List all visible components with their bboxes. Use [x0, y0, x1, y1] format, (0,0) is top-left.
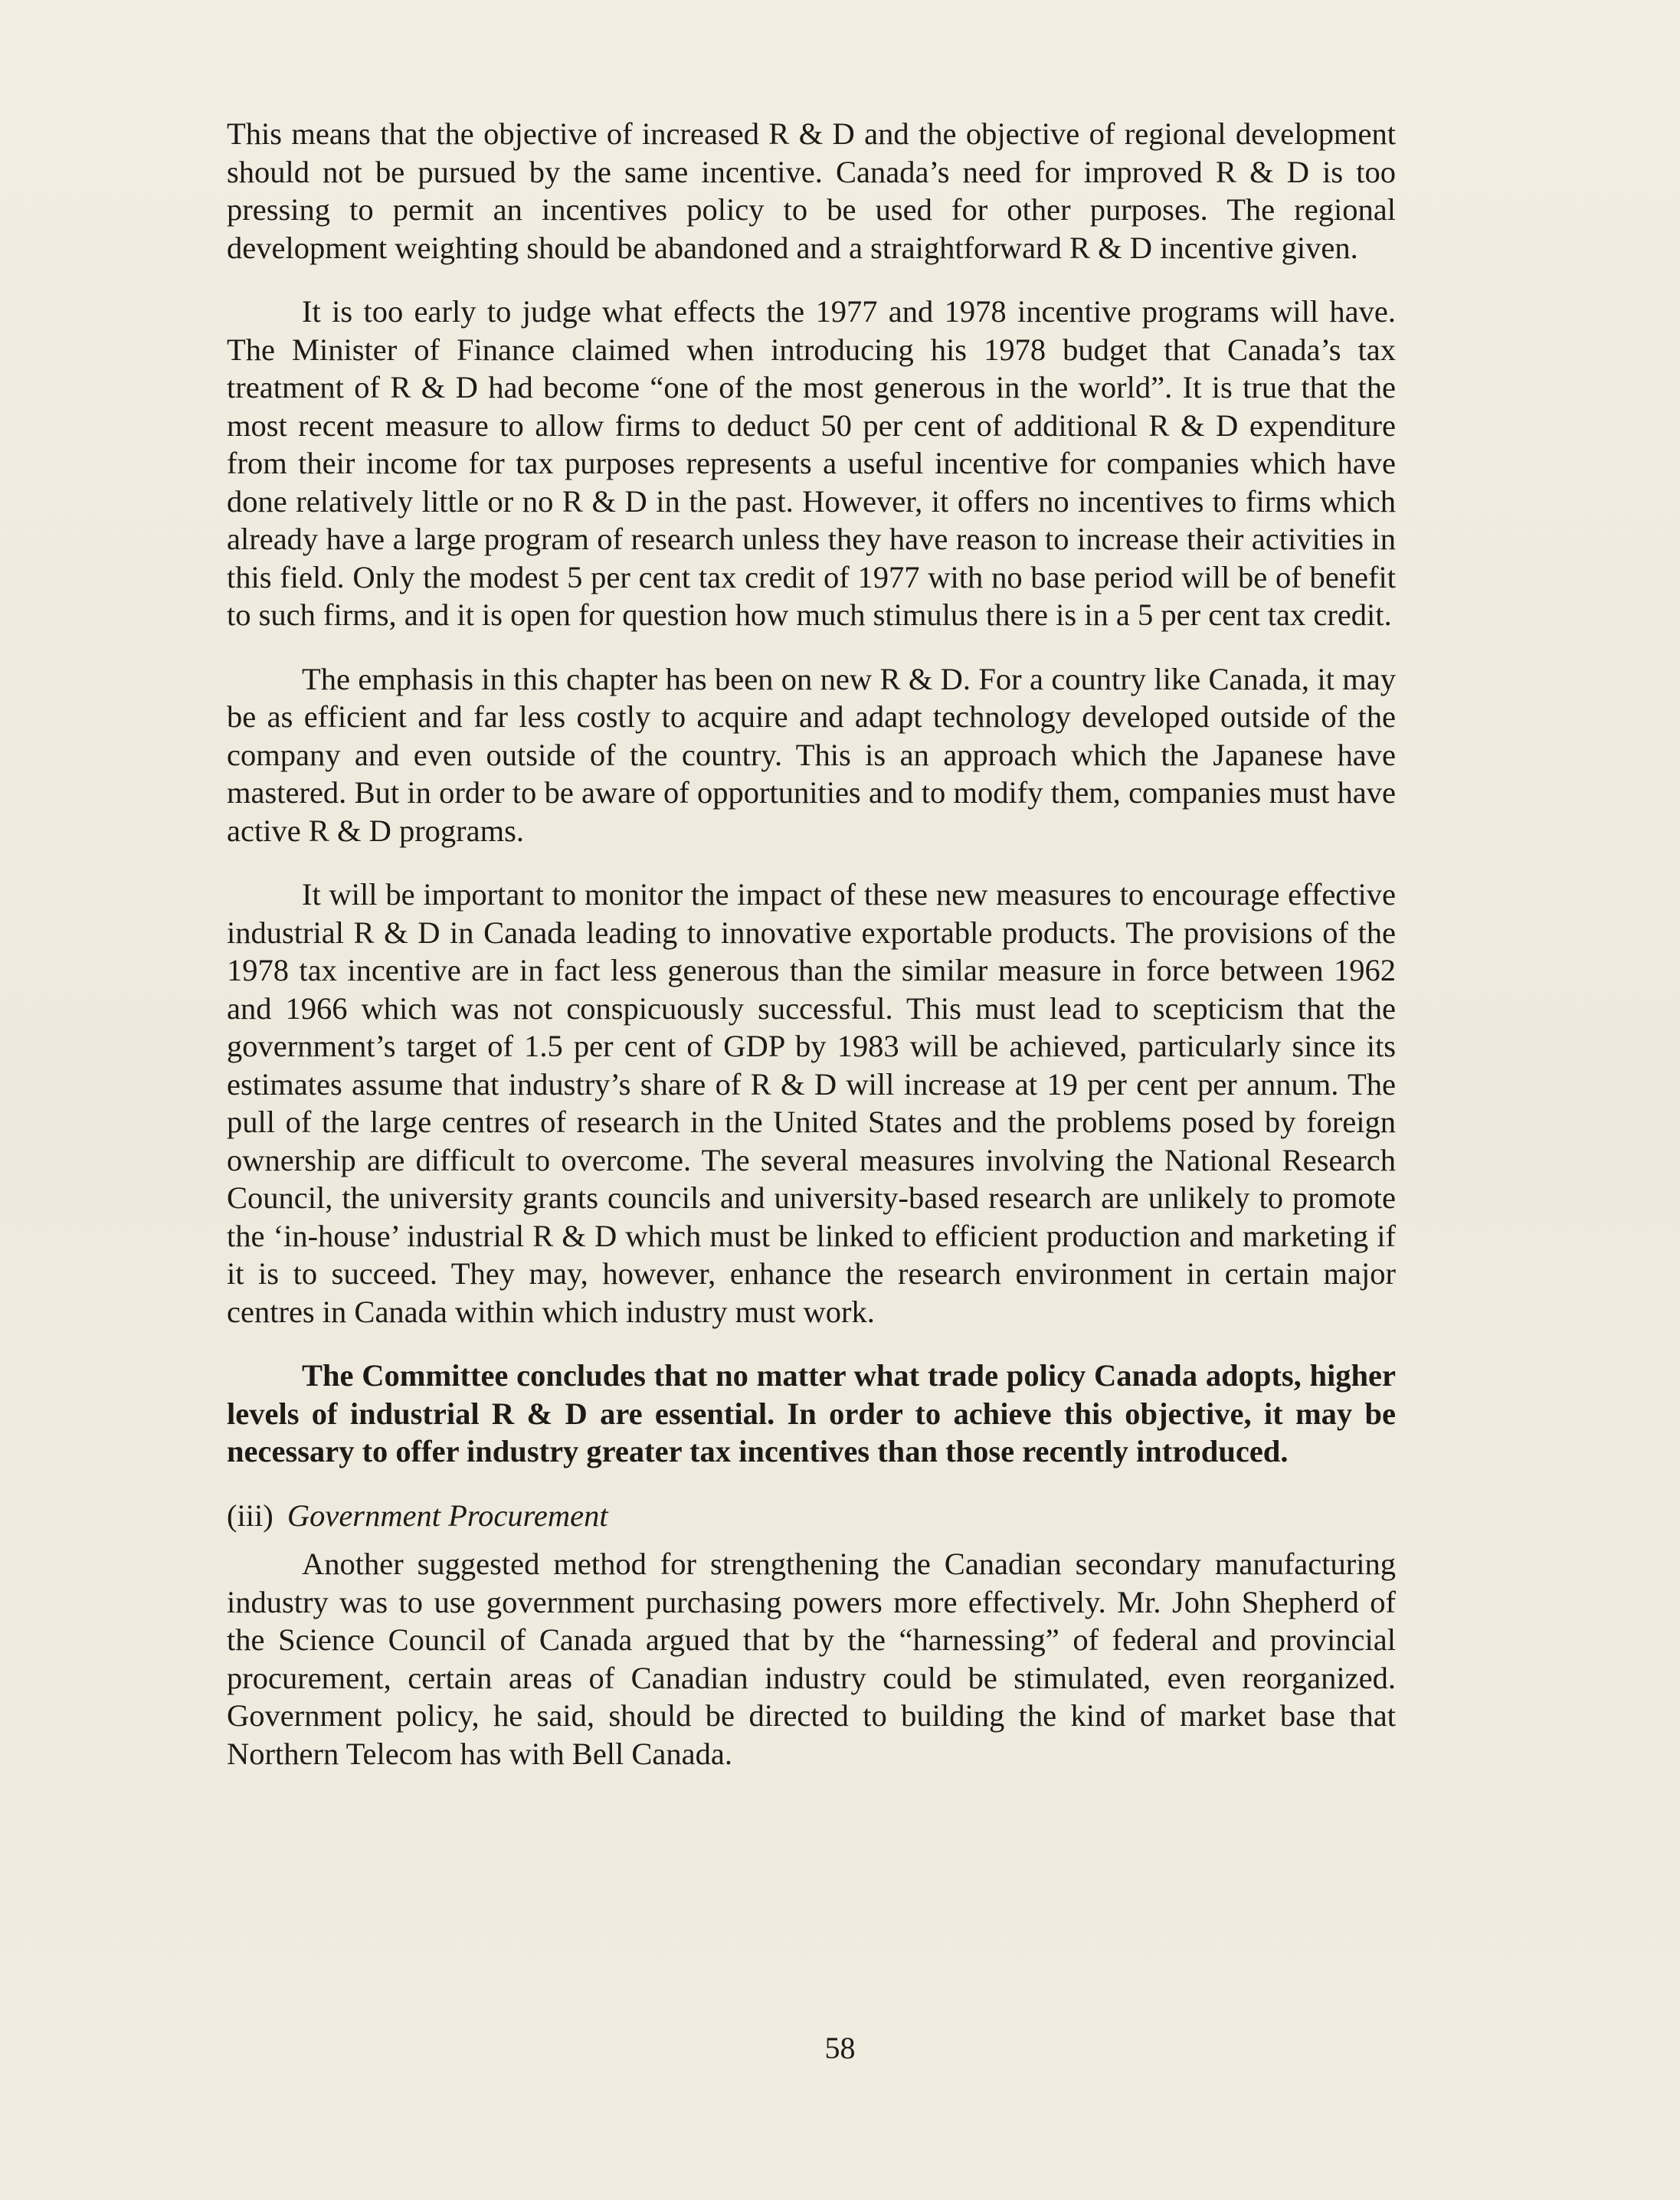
paragraph-new-rd-emphasis: The emphasis in this chapter has been on new R & D. For a country like Canada, it may be as efficient and far less costly to acquire and adapt technology developed outside of the company and even outside of the country. This is an approach which the Japanese have mastered. But in order to be aware of opportunities and to modify them, companies must have active R & D programs.	[227, 661, 1396, 848]
section-number: (iii)	[227, 1498, 273, 1533]
paragraph-government-procurement: Another suggested method for strengthening the Canadian secondary manufacturing industry was to use government purchasing powers more effectively. Mr. John Shepherd of the Science Council of Canada argued that by the “harnessing” of federal and provincial procurement, certain areas of Canadian industry could be stimulated, even reorganized. Government policy, he said, should be directed to building the kind of market base that Northern Telecom has with Bell Canada.	[227, 1547, 1396, 1771]
section-title: Government Procurement	[287, 1498, 608, 1533]
paragraph-regional-development: This means that the objective of increased R & D and the objective of regional development should not be pursued by the same incentive. Canada’s need for improved R & D is too pressing to permit an incentives policy to be used for other purposes. The regional development weighting should be abandoned and a straightforward R & D incentive given.	[227, 116, 1396, 265]
document-body	[227, 115, 1396, 1799]
section-heading	[227, 1497, 1396, 1535]
paragraph-monitor-impact: It will be important to monitor the impact of these new measures to encourage effective industrial R & D in Canada leading to innovative exportable products. The provisions of the 1978 tax incentive are in fact less generous than the similar measure in force between 1962 and 1966 which was not conspicuously successful. This must lead to scepticism that the government’s target of 1.5 per cent of GDP by 1983 will be achieved, particularly since its estimates assume that industry’s share of R & D will increase at 19 per cent per annum. The pull of the large centres of research in the United States and the problems posed by foreign ownership are difficult to overcome. The several measures involving the National Research Council, the university grants councils and university-based research are unlikely to promote the ‘in-house’ industrial R & D which must be linked to efficient production and marketing if it is to succeed. They may, however, enhance the research environment in certain major centres in Canada within which industry must work.	[227, 877, 1396, 1329]
committee-conclusion: The Committee concludes that no matter what trade policy Canada adopts, higher levels of industrial R & D are essential. In order to achieve this objective, it may be necessary to offer industry greater tax incentives than those recently introduced.	[227, 1358, 1396, 1468]
paragraph-incentive-programs: It is too early to judge what effects the 1977 and 1978 incentive programs will have. The Minister of Finance claimed when introducing his 1978 budget that Canada’s tax treatment of R & D had become “one of the most generous in the world”. It is true that the most recent measure to allow firms to deduct 50 per cent of additional R & D expenditure from their income for tax purposes represents a useful incentive for companies which have done relatively little or no R & D in the past. However, it offers no incentives to firms which already have a large program of research unless they have reason to increase their activities in this field. Only the modest 5 per cent tax credit of 1977 with no base period will be of benefit to such firms, and it is open for question how much stimulus there is in a 5 per cent tax credit.	[227, 294, 1396, 632]
page-number: 58	[824, 2031, 856, 2065]
